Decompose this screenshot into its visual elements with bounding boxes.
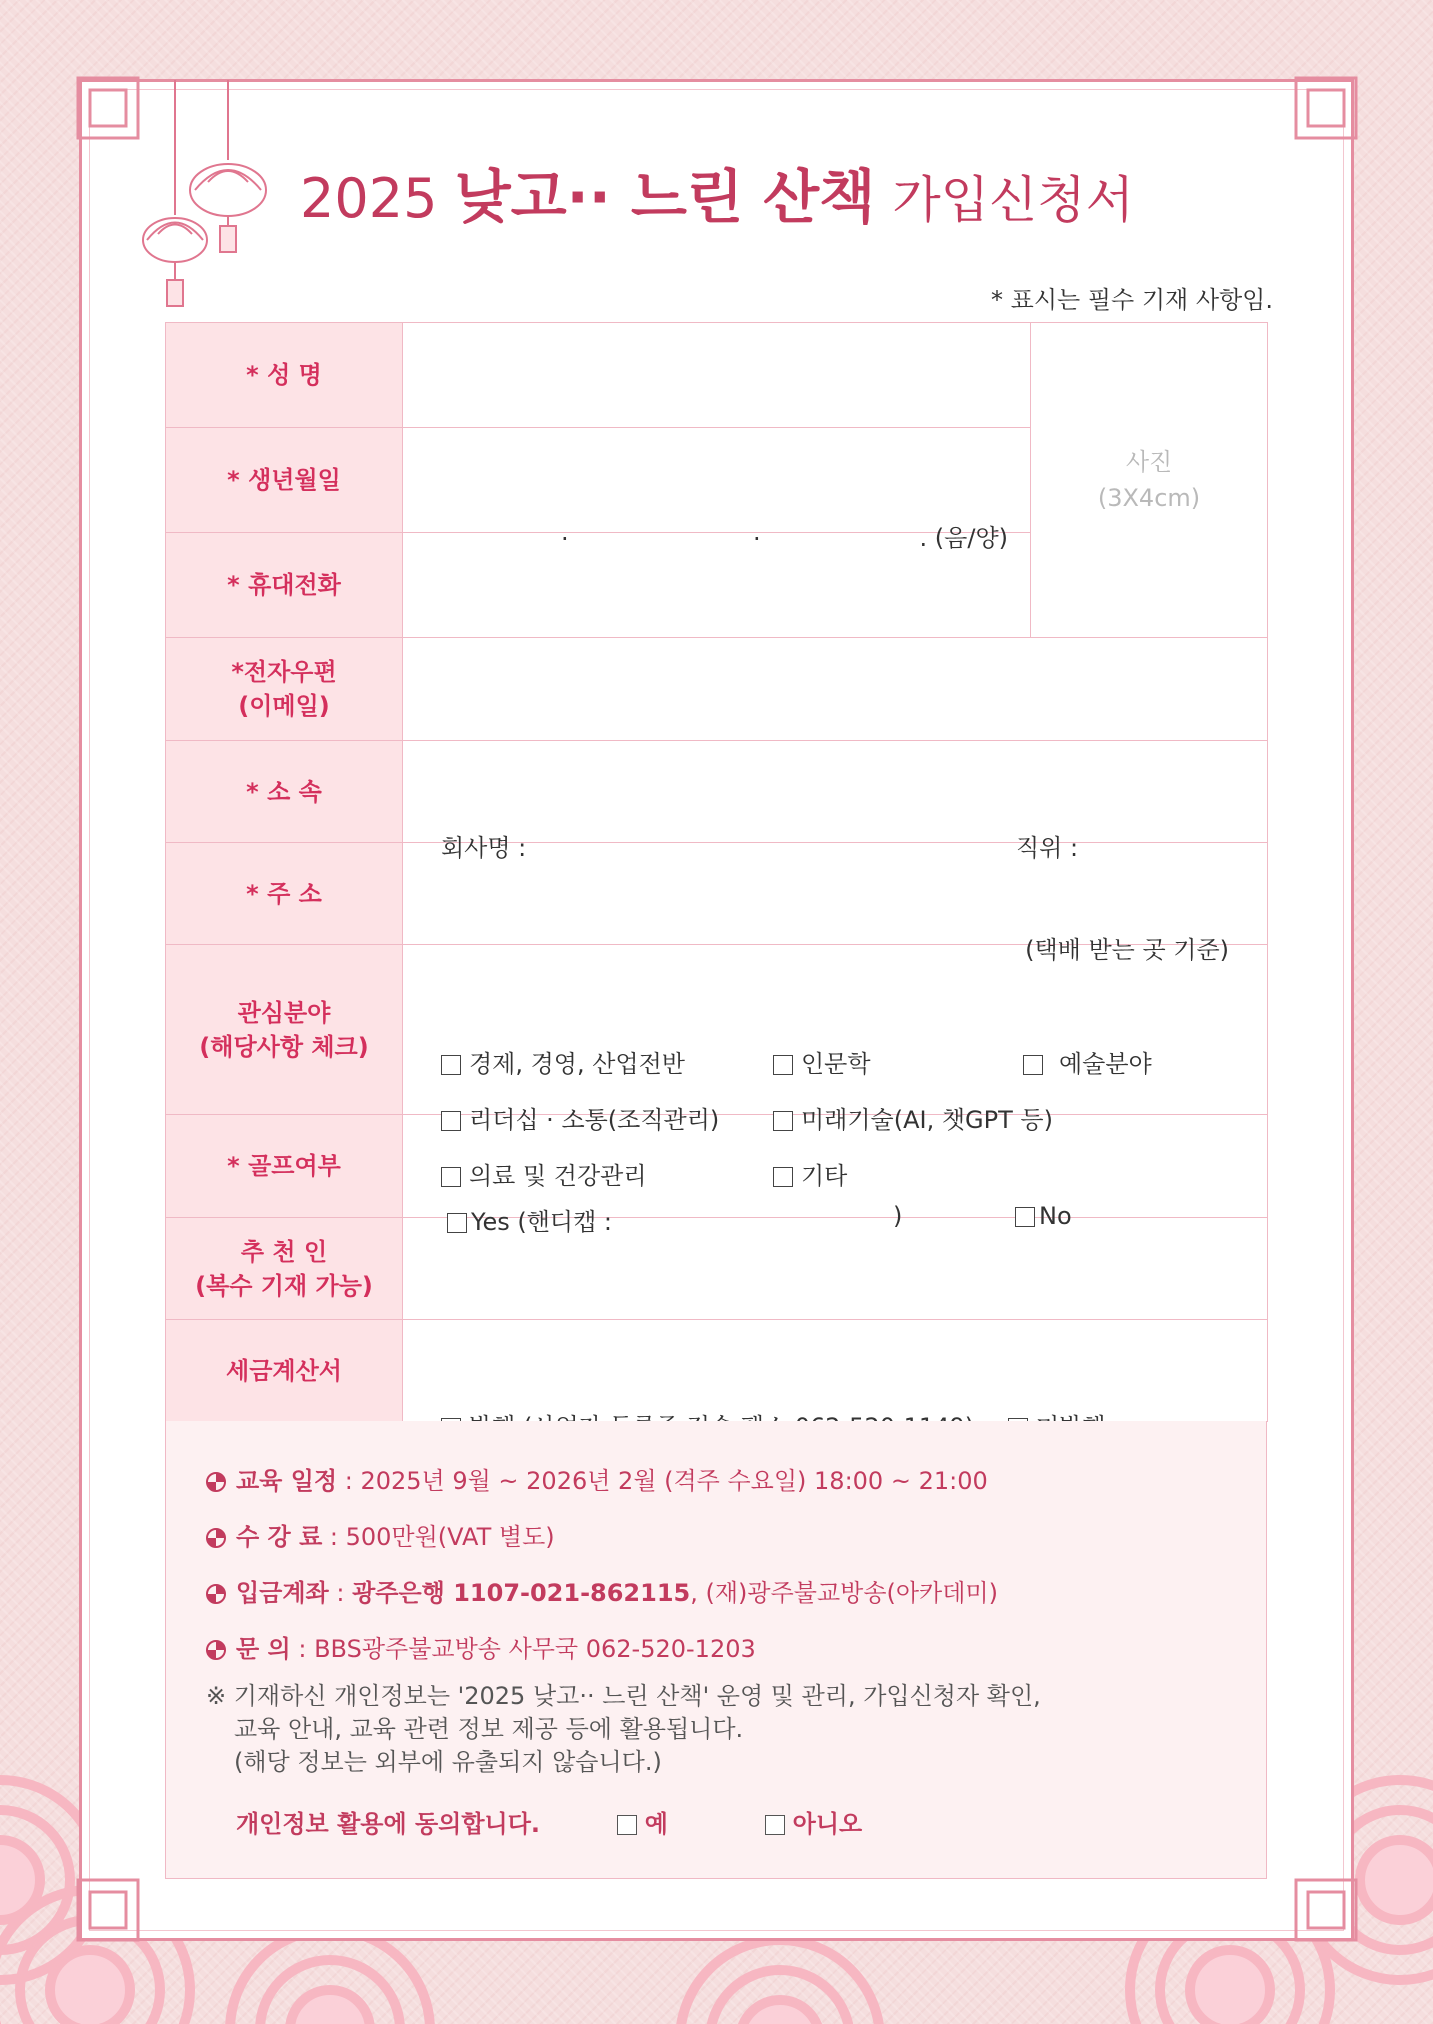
checkbox-icon[interactable]: [617, 1815, 637, 1835]
interest-field: [403, 945, 1268, 1190]
checkbox-icon[interactable]: [773, 1111, 793, 1131]
schedule-value: : 2025년 9월 ~ 2026년 2월 (격주 수요일) 18:00 ~ 21:00: [344, 1467, 988, 1495]
privacy-line-3: (해당 정보는 외부에 유출되지 않습니다.): [234, 1748, 662, 1776]
affiliation-field[interactable]: [403, 741, 1268, 862]
privacy-notice: [206, 1680, 1041, 1779]
mobile-label: * 휴대전화: [166, 533, 403, 638]
bullet-icon: [206, 1528, 226, 1548]
fee-value: : 500만원(VAT 별도): [329, 1523, 555, 1551]
interest-option-future-tech[interactable]: 미래기술(AI, 챗GPT 등): [773, 1100, 1053, 1135]
birth-field[interactable]: [403, 428, 1031, 552]
bullet-icon: [206, 1584, 226, 1604]
address-note: (택배 받는 곳 기준): [1025, 935, 1229, 964]
checkbox-icon[interactable]: [1015, 1207, 1035, 1227]
title-sub: 가입신청서: [892, 171, 1134, 229]
interest-option-other[interactable]: 기타: [773, 1156, 847, 1191]
fee-row: [206, 1517, 555, 1552]
account-row: [206, 1573, 998, 1608]
birth-label: * 생년월일: [166, 428, 403, 533]
interest-option-economy[interactable]: 경제, 경영, 산업전반: [441, 1044, 685, 1079]
email-field[interactable]: [403, 638, 1268, 741]
company-label: 회사명 :: [441, 833, 527, 862]
interest-option-leadership[interactable]: 리더십 · 소통(조직관리): [441, 1100, 719, 1135]
contact-value: : BBS광주불교방송 사무국 062-520-1203: [298, 1635, 756, 1663]
schedule-row: [206, 1461, 988, 1496]
checkbox-icon[interactable]: [447, 1213, 467, 1233]
checkbox-icon[interactable]: [441, 1111, 461, 1131]
interest-option-arts[interactable]: 예술분야: [1023, 1044, 1152, 1079]
privacy-consent: [236, 1804, 862, 1839]
consent-no-option[interactable]: 아니오: [765, 1810, 863, 1838]
tax-invoice-label: 세금계산서: [166, 1320, 403, 1422]
page-title: [300, 150, 1200, 230]
account-number: 광주은행 1107-021-862115: [352, 1579, 691, 1607]
address-label: * 주 소: [166, 843, 403, 945]
birth-dot-2: .: [753, 518, 761, 546]
consent-text: 개인정보 활용에 동의합니다.: [236, 1810, 541, 1838]
address-field[interactable]: [403, 843, 1268, 964]
privacy-line-2: 교육 안내, 교육 관련 정보 제공 등에 활용됩니다.: [234, 1715, 744, 1743]
position-label: 직위 :: [1016, 833, 1079, 862]
consent-yes-option[interactable]: 예: [617, 1810, 668, 1838]
checkbox-icon[interactable]: [1023, 1055, 1043, 1075]
golf-label: * 골프여부: [166, 1115, 403, 1218]
contact-key: 문 의: [236, 1635, 291, 1663]
golf-handicap-close: ): [893, 1202, 903, 1230]
checkbox-icon[interactable]: [773, 1055, 793, 1075]
photo-box[interactable]: 사진 (3X4cm): [1031, 323, 1268, 638]
name-field[interactable]: [403, 323, 1031, 428]
contact-row: [206, 1629, 756, 1664]
birth-suffix: . (음/양): [919, 524, 1008, 552]
checkbox-icon[interactable]: [765, 1815, 785, 1835]
account-sep: :: [336, 1579, 345, 1607]
interest-label: 관심분야 (해당사항 체크): [166, 945, 403, 1115]
account-key: 입금계좌: [236, 1579, 329, 1607]
checkbox-icon[interactable]: [441, 1055, 461, 1075]
golf-no-option[interactable]: No: [1015, 1202, 1072, 1230]
bullet-icon: [206, 1640, 226, 1660]
title-main: 낮고·· 느린 산책: [454, 163, 876, 231]
interest-option-health[interactable]: 의료 및 건강관리: [441, 1156, 647, 1191]
bullet-icon: [206, 1472, 226, 1492]
interest-option-humanities[interactable]: 인문학: [773, 1044, 871, 1079]
application-form-table: [165, 322, 1268, 1422]
checkbox-icon[interactable]: [773, 1167, 793, 1187]
checkbox-icon[interactable]: [441, 1167, 461, 1187]
account-holder: , (재)광주불교방송(아카데미): [690, 1579, 998, 1607]
fee-key: 수 강 료: [236, 1523, 323, 1551]
email-label: *전자우편 (이메일): [166, 638, 403, 741]
required-note: * 표시는 필수 기재 사항임.: [991, 286, 1273, 314]
recommender-label: 추 천 인 (복수 기재 가능): [166, 1218, 403, 1320]
schedule-key: 교육 일정: [236, 1467, 338, 1495]
privacy-line-1: ※ 기재하신 개인정보는 '2025 낮고·· 느린 산책' 운영 및 관리, 가입신청자 확인,: [206, 1682, 1041, 1710]
golf-yes-option[interactable]: Yes (핸디캡 :: [447, 1202, 612, 1237]
name-label: * 성 명: [166, 323, 403, 428]
affiliation-label: * 소 속: [166, 741, 403, 843]
info-box: [165, 1421, 1267, 1879]
title-year: 2025: [300, 167, 438, 230]
tax-invoice-field: [403, 1320, 1268, 1422]
birth-dot-1: .: [561, 518, 569, 546]
